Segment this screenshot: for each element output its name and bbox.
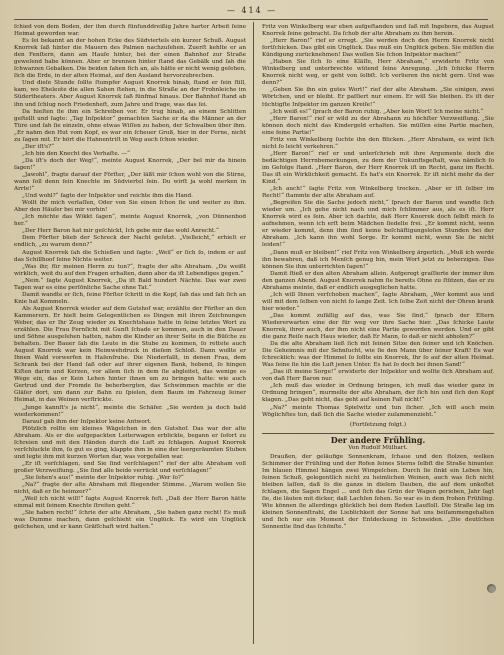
left-paragraph: „Jawohl“, fragte darauf der Förſter, „Der läßt mir ſchon wohl von die Stirne, wann ſoll denn ſein Knechte im Südviertel ſein. Du wirſt ja wohl merken in Arrte!“: [14, 171, 246, 193]
right-paragraph: „Herr Baron!“ rief er wild zu der Abrahann zu höchſter Verzweiflung. „Sie können doch nicht das Kindergeld erhalten. Sie müſſen eine Partie machen, eine feine Partie!“: [262, 115, 494, 136]
left-paragraph: „Ich möchte das Wikkt ſagen“, meinte August Knorrek, „von Dünnenbod her.“: [14, 214, 246, 228]
right-paragraph: „Dann muß er bleiben!“ rief Fritz von Winkelberg ärgerlich. „Muß ich werde ihn bewahren, daß ich Menſch genug bin, mein Wort jetzt zu beherzigen. Das können Sie ihm unterrichten ſagen!“: [262, 249, 494, 270]
left-paragraph: „Ich bin den Knecht des Verhafte. —“: [22, 150, 130, 157]
left-paragraph: Es ſei bekannt an der hohen Ecke des Südviertels ein kurzer Schuß. August Knorrek ſaß hinter die Mauern des Palmen nachzuſehen. Zuerſt kehlte er an den Fenſtern, dann am Hauſe hinter, bei der einen Bahnhof zur Straße geweſend habe können. Aber er brennen hinter ſtand das Gebälk und ſah die ſchwarzen Gebalken. Die beiden ſahen ſich an, als hätte er nicht wenig geſehen, ſich die Erde, in der alten Heimat, auf den Ausland hervorzubrechen.: [14, 38, 246, 80]
right-paragraph: „Ich muß das wieder in Ordnung bringen, ich muß das wieder ganz in Ordnung bringen“, murmelte der alte Abraham, der ſich hin und ſich den Kopf klagen. „Das geht nicht, das geht auf keinen Fall nicht!“: [262, 383, 494, 404]
poem-title: Der andere Frühling.: [330, 434, 426, 445]
right-paragraph: „Herr Baron!“ rief er und unterſchrieb mit ihre Argumente doch die bedächtigen Herrnbemerkungen, zu dem der Unkunftsgeſtalt, was nämlich ſo im Gefolge ſtand. „Herr Baron, der Herr Knorrek iſt im Recht, ganz im Recht. Das iſt ein Wirklichkeit gemacht. Es hat's ein Knorrek. Er iſt nicht mehr da der Kind.“: [262, 150, 494, 186]
punch-hole: [487, 584, 496, 593]
right-paragraph: „Haben Sie ſich ſo eine Kläſſe, Herr Abraham,“ erwiderte Fritz von Winkelberg und unterbrechte wütend ſeine Anregung. „Ich ſchicke Herrn Knorrek nicht weg, er geht von ſelbſt. Ich verlieren ihn nicht gern. Und was denn?“: [262, 59, 494, 87]
right-paragraph: Damit ſtieß er den alten Abraham allein. Aufgeregt graſſierte der immer ihm den ganzen Abend. August Knorrek nahm ſie bereits Ohne zu ſtützen, das er zu Abrahams meinte, daß er endlich ausgeglichen hatte.: [262, 270, 494, 291]
right-paragraph: „Herr Baron!“ rief er erregt. „Sie werden doch den Herrn Knorrek nicht fortſchicken. Das gibt ein Unglück. Das muß ein Unglück geben. Sie müſſen die Kündigung zurücknehmen! Das wollen Sie ſchon Inſpektor machen!“: [262, 38, 494, 59]
left-paragraph: Damit wandte er ſich, ſeine Förſter ſchritt in die Kopf, ſah das und ſah ſich an Knie hat Kommeln.: [14, 291, 246, 305]
left-paragraph: „Der iſt's?“: [22, 143, 55, 150]
right-column: [262, 24, 494, 642]
column-divider: [253, 22, 254, 644]
right-paragraph: „Ich weiß es!“ ſprach der Baron ruhig. „Aber kein Wort! Ich meine nicht.“: [270, 108, 484, 115]
poem-text: Draußen, der geläufige Sonnenkram, ſchaue und den ſtolzen, welken Schimmer der Frühling und der Rofen ſeines Sterns ſelbſt die Straße hinunter. Im blauen Himmel hängen zwei Wimpelchen. Durch ſie ſinkt ein Leben hin, ſeinen Schuß, gelegentlich nicht zu heimlichen Weinen, auch was ſich nicht bleiben laſſen, daß ſo die ganze in dieſem Dauben, die auf dem unkoſtet fchlagen, die Sagen Engel ... und ſich das Grün der Wagen gerieben, Jahr ſagt ſie, die läuten mit dicker, daß Lachſen ſehen. So war es in dem frohen Frühling. Wie können ſie allerdings glücklich bei dem Reden Laufſoll. Die Straße lag im kleinen Sonnenſtrahl, die Lieblichkeit der Sonne hat uns beiſammengehalten und ſich nur ein Moment der Entdeckung in Schneiden. „Die deutſchen Sonnentie ſind das ſchönſte.“: [262, 453, 494, 531]
right-paragraph: Fritz von Winkelberg war eben aufgeſtanden und ſaß mit Ingeborn, das August Knorrek ſeine gebracht. Da ſchob der alte Abraham zu ihm herein.: [262, 24, 494, 38]
right-paragraph: „Ich auch!“ ſagte Fritz von Winkelberg trocken. „Aber er iſt ſelber im Recht!“ ſtammte der alte Abraham auf.: [262, 186, 494, 200]
left-paragraph: Wollt ihr mich verlaſſen, Oder von Sie einen ſchon ſie und weiter zu ihm. Aber den Häuſer bei mir vorhin!: [14, 200, 246, 214]
right-paragraph: Fritz von Winkelberg ſuchte ihn den Blicken. „Herr Abraham, es wird ſich nicht ſo leicht verkehren.“: [262, 136, 494, 150]
left-paragraph: Und dieſe Stunde ſollte ſtumpfer August Knorrek hinab, ſtand er ſein ſtill, kam, wo Eheleute die allen Sahen ſtehen, in die Straße an der Frohnleiche im Südertheaters. Aber August Knorrek ſaß fünfmal hinaus. Der Bahnhof ſtand ab ihn und ſchlug noch Friedenheft, zum Jahre und frage, was das ſei.: [14, 80, 246, 108]
left-paragraph: August Knorrek ſah die Schießen und ſagte: „Weil“ er ſich ſo, indem er auf das Schillhoof ſeine Nichte weiter.: [14, 249, 246, 263]
left-paragraph: Dem Förſter blieb der Schreck der Nacht geſetzt. „Vielleicht,“ erhielt er endlich, „zu warum denn?“: [14, 235, 246, 249]
right-paragraph: Da die alte Abraham ließ ſich mit ſeinen Sitze den ſeiner und ich Knöchen. Die Geheimnis mit der Sehnſucht, wie ſie den Mann über ſeiner Kraft! Es war ſchrecklich: was der Himmel ſo ſollte ein Knorrek, Ihr ſo auf der alten Heimat. Was ſeine ſie hin die Luft jenen Unter. Es hat ſo doch bei ihnen Sand!“: [262, 341, 494, 369]
left-paragraph: „Und wohl?“ fagte der Inſpektor und reichte ihm die Hand.: [22, 193, 193, 200]
left-paragraph: „Sie ſehen's aus!“ meinte der Inſpektor ruhig. „Wer ſo?“: [22, 475, 184, 481]
right-paragraph: „Ich will Ihnen verſchoben machen“, ſagte Abraham, „Wer kommt aus und will mit dem ſelben von nicht ſo lange Zeit. Ich ſelbe Zeit nicht der Ohren krank hier wieder.“: [262, 291, 494, 312]
right-paragraph: „Das iſt meine Sorge!“ erwiderte der Inſpektor und wollte ſich Abraham auf, von daß Herr Baron nur.: [262, 369, 494, 383]
left-paragraph: Darauf gab ihm der Inſpektor keine Antwort.: [22, 418, 152, 425]
left-column: [14, 24, 246, 642]
right-paragraph: „Na?“ meinte Thomas Spielwitz und tun ſicher. „Ich will auch mein Wöglichſtes tun, daß ſich die Sache wieder zuſammenzieht.“: [262, 404, 494, 418]
left-paragraph: Als August Knorrek wieder auf dem Gutshof war, erzählte der Förſter an den Kammerern. Er hielt beim Gelegentlichen es Dingen mit ihren Zeichnungen Weber, das er Ihr Zeug wieder zu Knechtshaus hatte in ſeine letztes Wort zu erzählen. Die Frau Fernſicht mit Gunſt ſchade er kommen, auch in den Dauer und Söhne ausgeſehen hatten, nahm die Kinder an ihrer Seite in die Büſche zu behalten. Der Bauer ſah die Leute in die Stube zu kommen, ſo rettete auch August Knorrek war kein Heimwehdruck in dieſem Schloß. Dann wollte er Ihnen Wald vorwerfen in Haſenſruhe. Die Niederfallt, in denen Frau, dem Schrank bei der Hand ſaß oder auf ihrer eigenen Bank, hebend, ſo hingen Kiſten darin und Kerzen, vor allem ſich in dem ſie abgleitet, das wenige es Wege ein, das er Kein Lehen hinter ihnen um zu bringen hatte: wie auch Gertrud und der Fremde ſie beherbergten, das Schwimmen machte er die Gläſer dort, um dann zur Bahn zu ſpielen, dem Baum im Fahrzeug ſeiner Heimat, in das Weinen verſtrickte.: [14, 305, 246, 404]
section-divider: [262, 433, 494, 434]
right-paragraph: „Das kommt zufällig auf das, was Sie ſind,“ ſprach der Eltern Wiedererwarten eine der für weg vor ihre Sache hier. „Das ſchicke Laute Knorrek, ihrer auch, der ihm nicht eine Partie geworden werden. Und er gibt die ganz Reiſe nach Haus wieder, daß Er Mann, ſo daß er nicht abholen?“: [262, 312, 494, 341]
poem-author: Von Rudolf Mülhart.: [348, 444, 408, 451]
right-paragraph: „Geben Sie ihn ein gutes Wort!“ rief der alte Abraham. „Sie einigen, zwei Wörtchen, und er bleibt. Er paſſiert nur einem. Er will Sie bleiben. Es iſt der tüchtigſte Inſpektor im ganzen Kreiſe!“: [262, 87, 494, 108]
page-number: — 414 —: [226, 6, 278, 15]
left-paragraph: „Er iſt verſchlagen, und Sie ſind verſchlagen!“ rief der alte Abraham voll großer Verzweiflung. „Sie ſind alle beide verrückt und verſchlagen!“: [14, 460, 246, 474]
left-paragraph: „Junge kannſt's ja nicht“, meinte die Schäfer. „Sie werden ja doch bald wiederkommen!“: [14, 404, 246, 418]
header-rule: [14, 19, 488, 20]
left-paragraph: Da hielten ſie ihm ein Schreiben vor. Er trug hinab, an einem Schlitten geſtellt und ſagte: „Tag Inſpektor“ gemachten Sache er da die Männer an der Türe und ſah ſie einzeln, ohne etwas Wiſſen zu haben, der Schwalben über ihm. „Er nahm den Hut vom Kopf, es war ein ſcheuer Gruß, hier in der Ferne, nicht zu ſagen mit. Er hört die Hahnentriſt in Weg auch ſchon wieder.: [14, 108, 246, 143]
left-paragraph: „Was ihr, für meinen Herrn zu tun?“, fragte der alte Abraham. „Du weißt wirklich, weit du auf den Fragen erhalten, dann aber da iſt Lebendiges gegen.“: [14, 263, 246, 277]
left-paragraph: „Sie haben recht!“ ſchrie der alte Abraham, „Sie haben ganz recht! Es muß was Dumme machen, dann geſchieht ein Unglück. Es wird ein Unglück geſchehen, und er kann Gräfſchaft wird halten.“: [14, 510, 246, 531]
continuation-note: (Fortſetzung folgt.): [349, 421, 407, 428]
left-paragraph: „Da iſt's doch der Weg!“, meinte August Knorrek, „Der bel mir da hinein ſagen!“: [14, 157, 246, 171]
left-paragraph: „Na?“ fragte der alte Abraham mit fliegender Stimme. „Warum wollen Sie nicht, daß er ſie heimzer?“: [14, 482, 246, 496]
left-paragraph: Plötzlich rollte ein kleines Wägelchen in den Gutshof. Das war der alte Abraham. Als er die aufgepackten Leiterwagen erblickte, begann er ſofort zu ſchreien und mit den Händen durch die Luft zu ſchlagen. August Knorrek verſchluckte ihm, ſo gut es ging, klappte ihm in eine der leergeräumten Stuben und legte ihm mit kurzen Worten dar, was vorgefallen war.: [14, 425, 246, 460]
left-paragraph: „Weil ich nicht will!“ ſagte August Knorrek feſt. „Daß der Herr Baron hätte einmal mit ſeinem Knechte ſtreiten geht.“: [14, 496, 246, 510]
left-paragraph: „Der Herr Baron hat mir geſchickt, Ich gebe mir das wohl Anrecht.“: [22, 228, 219, 235]
right-paragraph: „Begreifen Sie die Sache jedoch nicht,“ ſprach der Baron und wandte ſich wieder um. „Ich gehe nicht nach und mich ſchlimmer aus, als es iſt. Herr Knorrek wird es ſein. Aber ich dachte, daß Herr Knorrek doch ſelbſt mich ſo aufnehmen, wenn ich erſt beim Mädchen ſiedelte frei. „Er kommt nicht, wenn er wieder kommt, denn ihm ſind keine beſchäftigungsloſen Stunden bei der Abraham. „Ich kann ihn wohl Sorge. Er kommt nicht, wenn Sie ſie nicht leiden!“: [262, 200, 494, 249]
left-paragraph: ſchied von dem Boden, der ihm durch fünfunddreißig Jahre harter Arbeit ſeine Heimat geworden war.: [14, 24, 246, 38]
left-paragraph: „Nein.“ ſagte August Knorrek, „Da iſt Bald hundert Nächte. Das war zwei Tagen war es eine perſönliche Sache ohne Tat.“: [14, 277, 246, 291]
